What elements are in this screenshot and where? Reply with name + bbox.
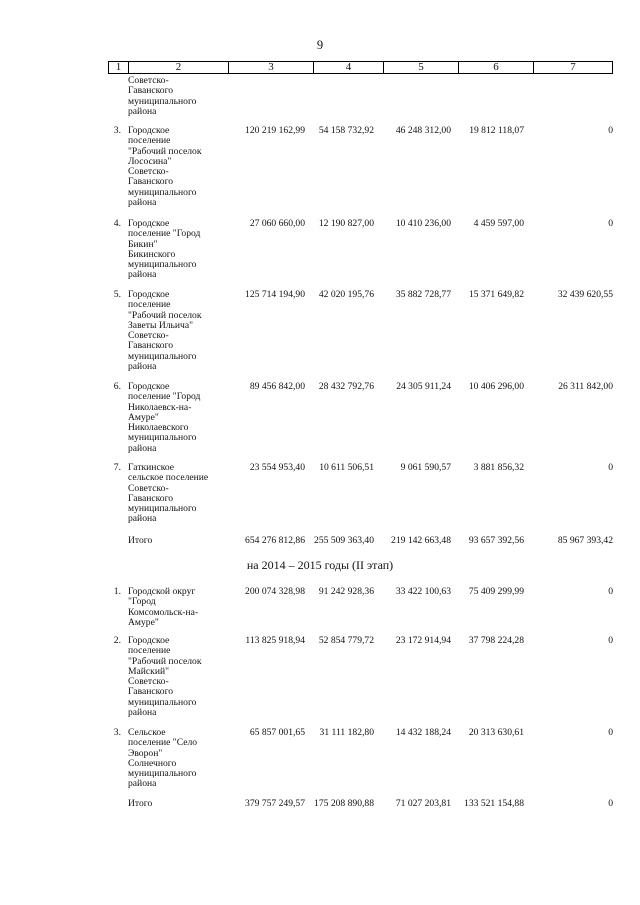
row-number: 1.	[113, 586, 121, 597]
value-col-4: 91 242 928,36	[318, 586, 374, 597]
value-col-5: 24 305 911,24	[396, 381, 451, 392]
value-col-3: 200 074 328,98	[245, 586, 305, 597]
municipality-name: Городское поселение "Город Николаевск-на- Амуре" Николаевского муниципального района	[128, 381, 201, 454]
row-number: 3.	[113, 125, 121, 136]
value-col-7: 0	[608, 635, 613, 646]
header-cell-3: 3	[229, 62, 314, 73]
value-col-4: 12 190 827,00	[318, 218, 374, 229]
value-col-7: 32 439 620,55	[557, 289, 613, 300]
header-cell-1: 1	[109, 62, 129, 73]
value-col-4: 54 158 732,92	[318, 125, 374, 136]
value-col-7: 0	[608, 462, 613, 473]
municipality-name: Городской округ "Город Комсомольск-на- Амуре"	[128, 586, 199, 628]
value-col-7: 0	[608, 798, 613, 809]
value-col-5: 219 142 663,48	[391, 535, 451, 546]
page-number: 9	[316, 38, 324, 52]
row-number: 4.	[113, 218, 121, 229]
value-col-7: 0	[608, 125, 613, 136]
value-col-7: 85 967 393,42	[557, 535, 613, 546]
value-col-3: 65 857 001,65	[249, 727, 305, 738]
value-col-7: 0	[608, 727, 613, 738]
header-cell-2: 2	[129, 62, 229, 73]
value-col-3: 89 456 842,00	[249, 381, 305, 392]
value-col-5: 46 248 312,00	[395, 125, 451, 136]
value-col-5: 35 882 728,77	[395, 289, 451, 300]
total-label: Итого	[128, 798, 153, 809]
value-col-3: 120 219 162,99	[245, 125, 305, 136]
row-number: 2.	[113, 635, 121, 646]
municipality-name: Городское поселение "Город Бикин" Бикинского муниципального района	[128, 218, 201, 281]
value-col-6: 20 313 630,61	[468, 727, 524, 738]
table-header-row	[108, 61, 613, 74]
municipality-name: Городское поселение "Рабочий поселок Майский" Советско- Гаванского муниципального района	[128, 635, 202, 719]
municipality-name: Городское поселение "Рабочий поселок Заветы Ильича" Советско- Гаванского муниципального района	[128, 289, 202, 373]
value-col-5: 14 432 188,24	[395, 727, 451, 738]
value-col-4: 52 854 779,72	[318, 635, 374, 646]
value-col-4: 175 208 890,88	[314, 798, 374, 809]
municipality-name: Советско- Гаванского муниципального района	[128, 75, 197, 117]
value-col-7: 26 311 842,00	[558, 381, 613, 392]
value-col-4: 28 432 792,76	[318, 381, 374, 392]
value-col-3: 27 060 660,00	[249, 218, 305, 229]
value-col-4: 31 111 182,80	[319, 727, 374, 738]
value-col-6: 37 798 224,28	[468, 635, 524, 646]
value-col-4: 10 611 506,51	[319, 462, 374, 473]
value-col-6: 10 406 296,00	[468, 381, 524, 392]
value-col-3: 113 825 918,94	[245, 635, 305, 646]
header-cell-6: 6	[459, 62, 534, 73]
municipality-name: Сельское поселение "Село Эворон" Солнечного муниципального района	[128, 727, 198, 790]
value-col-4: 255 509 363,40	[314, 535, 374, 546]
value-col-6: 93 657 392,56	[468, 535, 524, 546]
header-cell-4: 4	[314, 62, 384, 73]
value-col-3: 23 554 953,40	[249, 462, 305, 473]
value-col-5: 33 422 100,63	[395, 586, 451, 597]
value-col-3: 654 276 812,86	[245, 535, 305, 546]
value-col-6: 75 409 299,99	[468, 586, 524, 597]
row-number: 6.	[113, 381, 121, 392]
value-col-6: 3 881 856,32	[473, 462, 524, 473]
value-col-6: 15 371 649,82	[468, 289, 524, 300]
header-cell-5: 5	[384, 62, 459, 73]
value-col-7: 0	[608, 218, 613, 229]
row-number: 5.	[113, 289, 121, 300]
municipality-name: Городское поселение "Рабочий поселок Лососина" Советско- Гаванского муниципального района	[128, 125, 202, 209]
value-col-5: 71 027 203,81	[395, 798, 451, 809]
row-number: 7.	[113, 462, 121, 473]
header-cell-7: 7	[570, 61, 576, 73]
municipality-name: Гаткинское сельское поселение Советско- Гаванского муниципального района	[128, 462, 209, 525]
section-heading: на 2014 – 2015 годы (II этап)	[246, 558, 394, 572]
value-col-7: 0	[608, 586, 613, 597]
value-col-6: 19 812 118,07	[469, 125, 524, 136]
value-col-3: 379 757 249,57	[245, 798, 305, 809]
row-number: 3.	[113, 727, 121, 738]
value-col-5: 23 172 914,94	[395, 635, 451, 646]
total-label: Итого	[128, 535, 153, 546]
value-col-6: 4 459 597,00	[473, 218, 524, 229]
value-col-5: 9 061 590,57	[400, 462, 451, 473]
value-col-4: 42 020 195,76	[318, 289, 374, 300]
value-col-5: 10 410 236,00	[395, 218, 451, 229]
value-col-3: 125 714 194,90	[245, 289, 305, 300]
value-col-6: 133 521 154,88	[464, 798, 524, 809]
